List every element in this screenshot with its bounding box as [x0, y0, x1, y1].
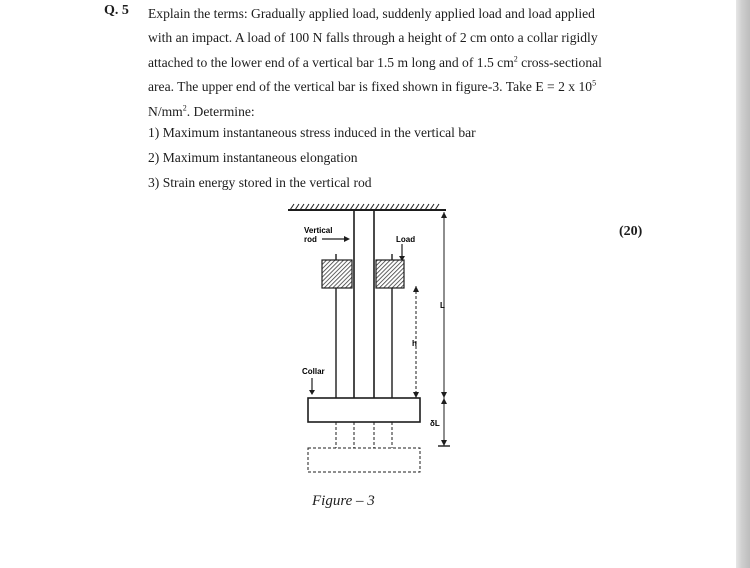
marks-label: (20) [619, 224, 643, 239]
rod-label: rod [304, 235, 317, 244]
vertical-label: Vertical [304, 226, 333, 235]
question-number: Q. 5 [104, 3, 129, 18]
load-label: Load [396, 235, 416, 244]
determine-list [148, 123, 476, 198]
question-line-5 [148, 100, 646, 124]
vertical-rod [354, 210, 374, 398]
question-line-4-text: area. The upper end of the vertical bar is fixed shown in figure-3. Take E = 2 x 10 [148, 79, 593, 95]
list-item: 2) Maximum instantaneous elongation [148, 150, 358, 165]
list-item: 1) Maximum instantaneous stress induced in the vertical bar [148, 125, 476, 140]
delta-l-label: δL [430, 419, 440, 428]
mm-squared-superscript: 2 [182, 103, 187, 113]
fixed-support-hatching [288, 204, 446, 210]
exponent-superscript: 5 [592, 78, 597, 88]
h-label: h [412, 339, 417, 348]
question-line-3 [148, 51, 646, 75]
rod-arrowhead-icon [344, 236, 350, 242]
question-line-5-tail: . Determine: [186, 103, 255, 119]
figure-3-diagram [282, 198, 462, 488]
question-line-4 [148, 75, 646, 99]
figure-caption: Figure – 3 [312, 493, 375, 509]
question-line-5-text: N/mm [148, 103, 183, 119]
collar [308, 398, 420, 422]
extended-position-dashed [308, 422, 420, 472]
page-edge-shadow [736, 0, 750, 568]
question-line-3-text: attached to the lower end of a vertical bar 1.5 m long and of 1.5 cm [148, 54, 514, 70]
collar-arrowhead-icon [309, 390, 315, 395]
question-line-2: with an impact. A load of 100 N falls through a height of 2 cm onto a collar rigidly [148, 30, 598, 46]
load-block-right [376, 260, 404, 288]
delta-l-dimension [438, 398, 450, 446]
collar-label: Collar [302, 367, 325, 376]
question-line-3-tail: cross-sectional [517, 54, 602, 70]
list-item: 3) Strain energy stored in the vertical rod [148, 175, 372, 190]
l-label: L [440, 301, 445, 310]
load-block-left [322, 260, 352, 288]
question-line-1: Explain the terms: Gradually applied load, suddenly applied load and load applied [148, 6, 595, 21]
cm-squared-superscript: 2 [513, 54, 518, 64]
question-text [148, 2, 646, 124]
